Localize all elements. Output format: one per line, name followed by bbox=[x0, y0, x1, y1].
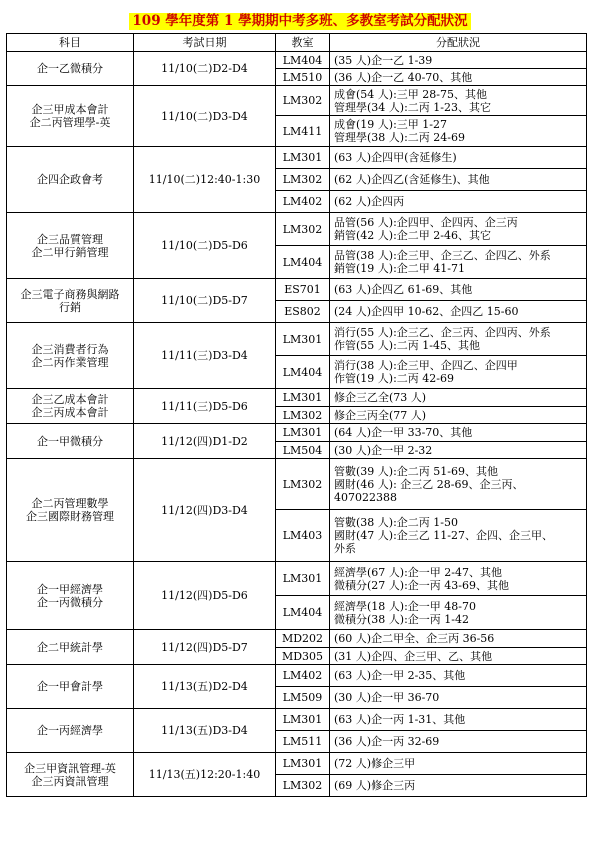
page-title: 109 學年度第 1 學期期中考多班、多教室考試分配狀況 bbox=[129, 13, 470, 30]
allocation-line: 微積分(38 人):企一丙 1-42 bbox=[334, 612, 469, 626]
subject-cell bbox=[7, 630, 134, 665]
allocation-line: 經濟學(18 人):企一甲 48-70 bbox=[334, 599, 476, 613]
header-room: 教室 bbox=[276, 34, 330, 52]
room-cell: LM509 bbox=[276, 687, 330, 709]
header-subject: 科目 bbox=[7, 34, 134, 52]
allocation-line: 外系 bbox=[334, 542, 356, 555]
room-cell: LM404 bbox=[276, 246, 330, 279]
subject-cell bbox=[7, 424, 134, 459]
table-row bbox=[7, 630, 587, 648]
allocation-line: (31 人)企四、企三甲、乙、其他 bbox=[334, 649, 493, 663]
exam-date-cell: 11/13(五)D2-D4 bbox=[134, 665, 276, 709]
allocation-cell bbox=[330, 169, 587, 191]
exam-date-cell: 11/12(四)D1-D2 bbox=[134, 424, 276, 459]
room-cell: LM411 bbox=[276, 116, 330, 147]
allocation-cell bbox=[330, 709, 587, 731]
room-cell: LM404 bbox=[276, 596, 330, 630]
room-cell: LM302 bbox=[276, 775, 330, 797]
title-container bbox=[0, 10, 600, 30]
subject-line: 企三品質管理 bbox=[37, 232, 103, 246]
allocation-line: 微積分(27 人):企一丙 43-69、其他 bbox=[334, 578, 509, 592]
subject-cell bbox=[7, 86, 134, 147]
room-cell: MD202 bbox=[276, 630, 330, 648]
allocation-line: (63 人)企一甲 2-35、其他 bbox=[334, 669, 466, 682]
allocation-cell bbox=[330, 147, 587, 169]
allocation-cell bbox=[330, 116, 587, 147]
allocation-cell bbox=[330, 86, 587, 116]
room-cell: LM301 bbox=[276, 562, 330, 596]
room-cell: LM302 bbox=[276, 169, 330, 191]
allocation-cell bbox=[330, 459, 587, 510]
allocation-line: (62 人)企四乙(含延修生)、其他 bbox=[334, 173, 490, 186]
subject-cell bbox=[7, 147, 134, 213]
allocation-line: 管數(39 人):企二丙 51-69、其他 bbox=[334, 464, 498, 478]
allocation-cell bbox=[330, 389, 587, 407]
table-row bbox=[7, 323, 587, 356]
table-row bbox=[7, 424, 587, 442]
table-row bbox=[7, 147, 587, 169]
room-cell: ES701 bbox=[276, 279, 330, 301]
allocation-cell bbox=[330, 665, 587, 687]
subject-cell bbox=[7, 709, 134, 753]
exam-date-cell: 11/10(二)D3-D4 bbox=[134, 86, 276, 147]
table-row bbox=[7, 459, 587, 510]
subject-line: 企一甲會計學 bbox=[37, 680, 103, 693]
subject-line: 企一甲微積分 bbox=[37, 434, 103, 448]
allocation-line: (30 人)企一甲 36-70 bbox=[334, 691, 440, 704]
table-row bbox=[7, 709, 587, 731]
exam-date-cell: 11/10(二)12:40-1:30 bbox=[134, 147, 276, 213]
allocation-line: (69 人)修企三丙 bbox=[334, 779, 416, 792]
subject-line: 企一甲經濟學 bbox=[37, 582, 103, 596]
allocation-line: 成會(19 人):三甲 1-27 bbox=[334, 118, 447, 131]
subject-line: 企二丙作業管理 bbox=[31, 355, 109, 369]
allocation-line: 407022388 bbox=[334, 490, 397, 504]
allocation-line: 銷管(19 人):企二甲 41-71 bbox=[334, 262, 465, 275]
room-cell: LM301 bbox=[276, 424, 330, 442]
allocation-line: 國財(47 人):企三乙 11-27、企四、企三甲、 bbox=[334, 529, 553, 542]
allocation-line: 品管(56 人):企四甲、企四丙、企三丙 bbox=[334, 216, 518, 229]
allocation-cell bbox=[330, 191, 587, 213]
subject-line: 企三丙成本會計 bbox=[31, 406, 109, 419]
table-body bbox=[7, 52, 587, 797]
allocation-line: 國財(46 人): 企三乙 28-69、企三丙、 bbox=[334, 477, 524, 491]
allocation-line: (35 人)企一乙 1-39 bbox=[334, 53, 433, 67]
room-cell: LM404 bbox=[276, 356, 330, 389]
subject-line: 企二丙管理數學 bbox=[31, 497, 109, 510]
header-row bbox=[7, 34, 587, 52]
room-cell: LM301 bbox=[276, 709, 330, 731]
room-cell: LM301 bbox=[276, 753, 330, 775]
subject-line: 企二丙管理學-英 bbox=[29, 116, 111, 129]
subject-line: 企一乙微積分 bbox=[37, 62, 103, 75]
room-cell: LM402 bbox=[276, 191, 330, 213]
subject-line: 企三國際財務管理 bbox=[26, 510, 114, 523]
allocation-line: 品管(38 人):企三甲、企三乙、企四乙、外系 bbox=[334, 249, 551, 262]
allocation-cell bbox=[330, 562, 587, 596]
subject-line: 行銷 bbox=[59, 300, 81, 314]
room-cell: LM504 bbox=[276, 442, 330, 459]
allocation-line: (36 人)企一乙 40-70、其他 bbox=[334, 70, 473, 84]
allocation-cell bbox=[330, 279, 587, 301]
allocation-line: 銷管(42 人):企二甲 2-46、其它 bbox=[334, 229, 491, 242]
allocation-cell bbox=[330, 424, 587, 442]
allocation-line: 修企三丙全(77 人) bbox=[334, 408, 427, 422]
allocation-line: 修企三乙全(73 人) bbox=[334, 391, 427, 404]
subject-line: 企一丙經濟學 bbox=[37, 724, 103, 737]
allocation-line: 消行(55 人):企三乙、企三丙、企四丙、外系 bbox=[334, 326, 551, 339]
allocation-cell bbox=[330, 630, 587, 648]
subject-cell bbox=[7, 52, 134, 86]
room-cell: LM302 bbox=[276, 407, 330, 424]
room-cell: LM403 bbox=[276, 510, 330, 562]
room-cell: LM301 bbox=[276, 323, 330, 356]
allocation-cell bbox=[330, 775, 587, 797]
table-row bbox=[7, 562, 587, 596]
allocation-line: (64 人)企一甲 33-70、其他 bbox=[334, 426, 473, 439]
allocation-cell bbox=[330, 753, 587, 775]
room-cell: LM511 bbox=[276, 731, 330, 753]
allocation-line: 經濟學(67 人):企一甲 2-47、其他 bbox=[334, 565, 502, 579]
allocation-line: (60 人)企二甲全、企三丙 36-56 bbox=[334, 632, 495, 645]
exam-date-cell: 11/11(三)D3-D4 bbox=[134, 323, 276, 389]
exam-allocation-table bbox=[6, 33, 587, 797]
allocation-cell bbox=[330, 407, 587, 424]
room-cell: MD305 bbox=[276, 648, 330, 665]
room-cell: LM302 bbox=[276, 459, 330, 510]
room-cell: LM301 bbox=[276, 389, 330, 407]
table-row bbox=[7, 389, 587, 407]
table-row bbox=[7, 86, 587, 116]
exam-date-cell: 11/13(五)12:20-1:40 bbox=[134, 753, 276, 797]
allocation-cell bbox=[330, 442, 587, 459]
allocation-line: (63 人)企一丙 1-31、其他 bbox=[334, 713, 466, 726]
exam-date-cell: 11/10(二)D5-D6 bbox=[134, 213, 276, 279]
allocation-line: (36 人)企一丙 32-69 bbox=[334, 735, 440, 748]
allocation-cell bbox=[330, 52, 587, 69]
exam-date-cell: 11/12(四)D5-D7 bbox=[134, 630, 276, 665]
subject-line: 企三電子商務與網路 bbox=[20, 287, 120, 301]
room-cell: LM302 bbox=[276, 86, 330, 116]
subject-cell bbox=[7, 665, 134, 709]
allocation-cell bbox=[330, 301, 587, 323]
exam-date-cell: 11/13(五)D3-D4 bbox=[134, 709, 276, 753]
allocation-cell bbox=[330, 510, 587, 562]
allocation-line: (63 人)企四乙 61-69、其他 bbox=[334, 283, 473, 296]
subject-cell bbox=[7, 459, 134, 562]
subject-cell bbox=[7, 562, 134, 630]
allocation-line: 管理學(34 人):二丙 1-23、其它 bbox=[334, 100, 491, 114]
allocation-cell bbox=[330, 213, 587, 246]
table-row bbox=[7, 665, 587, 687]
table-row bbox=[7, 52, 587, 69]
exam-date-cell: 11/10(二)D5-D7 bbox=[134, 279, 276, 323]
subject-cell bbox=[7, 279, 134, 323]
subject-cell bbox=[7, 323, 134, 389]
subject-line: 企一丙微積分 bbox=[37, 595, 103, 609]
allocation-cell bbox=[330, 687, 587, 709]
allocation-cell bbox=[330, 69, 587, 86]
allocation-line: 作管(55 人):二丙 1-45、其他 bbox=[334, 339, 480, 352]
exam-date-cell: 11/12(四)D5-D6 bbox=[134, 562, 276, 630]
exam-date-cell: 11/10(二)D2-D4 bbox=[134, 52, 276, 86]
subject-cell bbox=[7, 389, 134, 424]
allocation-line: (63 人)企四甲(含延修生) bbox=[334, 151, 457, 164]
table-row bbox=[7, 279, 587, 301]
subject-line: 企三乙成本會計 bbox=[31, 393, 109, 406]
allocation-cell bbox=[330, 731, 587, 753]
allocation-line: 成會(54 人):三甲 28-75、其他 bbox=[334, 87, 487, 101]
allocation-cell bbox=[330, 246, 587, 279]
allocation-line: 管數(38 人):企二丙 1-50 bbox=[334, 516, 458, 529]
allocation-line: (72 人)修企三甲 bbox=[334, 757, 416, 770]
header-allocation: 分配狀況 bbox=[330, 34, 587, 52]
exam-date-cell: 11/12(四)D3-D4 bbox=[134, 459, 276, 562]
allocation-line: (24 人)企四甲 10-62、企四乙 15-60 bbox=[334, 305, 519, 318]
subject-line: 企三甲資訊管理-英 bbox=[24, 761, 116, 775]
exam-date-cell: 11/11(三)D5-D6 bbox=[134, 389, 276, 424]
room-cell: LM404 bbox=[276, 52, 330, 69]
subject-line: 企二甲統計學 bbox=[37, 640, 103, 654]
room-cell: LM402 bbox=[276, 665, 330, 687]
allocation-cell bbox=[330, 323, 587, 356]
room-cell: LM301 bbox=[276, 147, 330, 169]
room-cell: LM510 bbox=[276, 69, 330, 86]
allocation-cell bbox=[330, 648, 587, 665]
subject-line: 企三丙資訊管理 bbox=[31, 774, 109, 788]
subject-line: 企四企政會考 bbox=[37, 173, 103, 186]
subject-cell bbox=[7, 753, 134, 797]
subject-line: 企三消費者行為 bbox=[31, 342, 109, 356]
room-cell: LM302 bbox=[276, 213, 330, 246]
allocation-line: (62 人)企四丙 bbox=[334, 195, 405, 208]
room-cell: ES802 bbox=[276, 301, 330, 323]
allocation-line: 管理學(38 人):二丙 24-69 bbox=[334, 131, 465, 144]
allocation-line: (30 人)企一甲 2-32 bbox=[334, 443, 433, 457]
table-row bbox=[7, 213, 587, 246]
table-row bbox=[7, 753, 587, 775]
allocation-line: 作管(19 人):二丙 42-69 bbox=[334, 372, 454, 385]
allocation-cell bbox=[330, 356, 587, 389]
subject-line: 企三甲成本會計 bbox=[31, 103, 109, 116]
header-date: 考試日期 bbox=[134, 34, 276, 52]
subject-cell bbox=[7, 213, 134, 279]
subject-line: 企二甲行銷管理 bbox=[31, 245, 109, 259]
allocation-line: 消行(38 人):企三甲、企四乙、企四甲 bbox=[334, 359, 518, 372]
allocation-cell bbox=[330, 596, 587, 630]
